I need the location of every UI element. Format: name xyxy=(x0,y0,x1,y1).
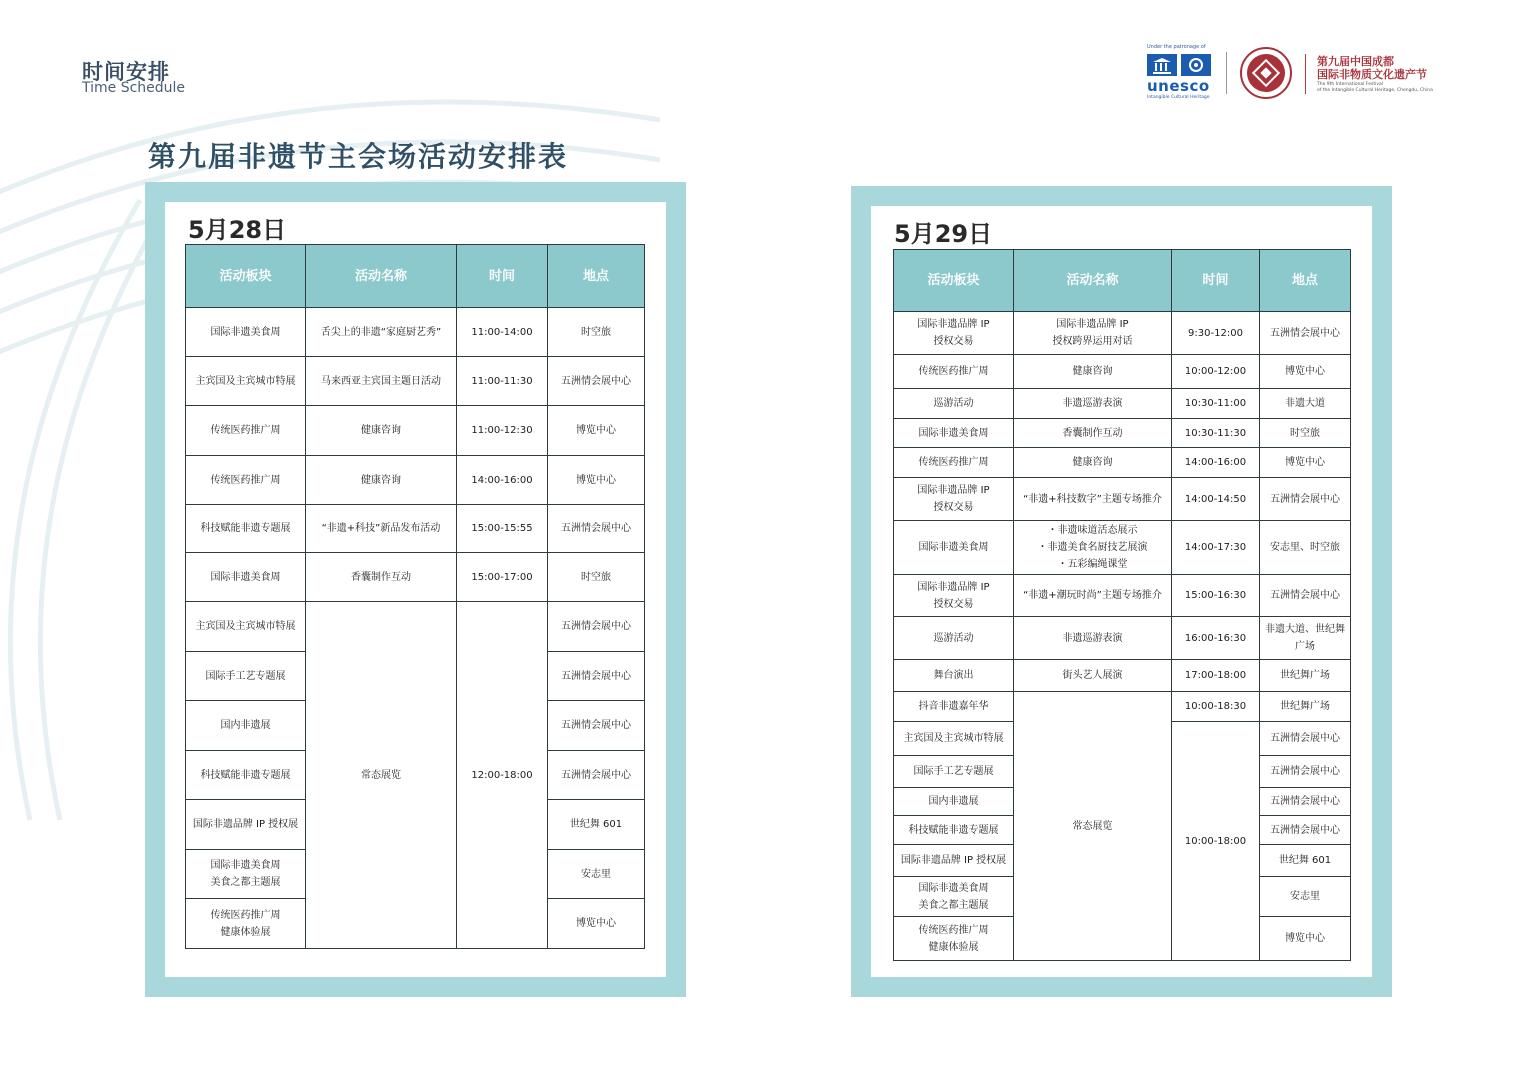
cell-venue xyxy=(548,553,645,602)
cell-section xyxy=(894,312,1014,355)
cell-time xyxy=(1172,617,1260,660)
cell-activity xyxy=(1014,312,1172,355)
cell-section-text: 国际非遗美食周 xyxy=(210,326,281,338)
cell-venue xyxy=(548,308,645,357)
cell-venue-text: 时空旅 xyxy=(1290,427,1320,439)
cell-section-text: 国际非遗品牌 IP 授权交易 xyxy=(917,581,990,610)
cell-activity-text: 健康咨询 xyxy=(1072,366,1113,377)
cell-venue-text: 博览中心 xyxy=(1285,457,1325,468)
table-row xyxy=(894,419,1351,448)
cell-time-text: 14:00-17:30 xyxy=(1184,542,1247,553)
cell-time xyxy=(1172,660,1260,692)
cell-time-text: 10:00-12:00 xyxy=(1184,366,1247,377)
cell-section xyxy=(894,845,1014,877)
cell-activity xyxy=(1014,448,1172,478)
cell-section-text: 国际非遗品牌 IP 授权展 xyxy=(192,819,299,830)
cell-section-text: 科技赋能非遗专题展 xyxy=(908,824,999,836)
cell-time xyxy=(457,406,548,456)
cell-venue-text: 安志里 xyxy=(1290,891,1320,902)
cell-activity xyxy=(1014,575,1172,617)
cell-activity xyxy=(306,406,457,456)
cell-section-text: 国际手工艺专题展 xyxy=(913,766,994,777)
cell-time xyxy=(1172,478,1260,521)
cell-section xyxy=(894,419,1014,448)
cell-venue-text: 时空旅 xyxy=(581,326,611,338)
cell-venue-text: 五洲情会展中心 xyxy=(561,720,631,731)
cell-venue xyxy=(1260,575,1351,617)
cell-time xyxy=(1172,355,1260,389)
cell-venue xyxy=(548,800,645,850)
cell-section-text: 主宾国及主宾城市特展 xyxy=(195,621,296,632)
festival-name-en-line2: of the Intangible Cultural Heritage, Chengdu, China xyxy=(1317,88,1433,93)
cell-section xyxy=(186,553,306,602)
cell-venue-text: 五洲情会展中心 xyxy=(1270,733,1340,744)
cell-time-text: 15:00-16:30 xyxy=(1184,590,1247,601)
cell-venue-text: 时空旅 xyxy=(581,571,611,583)
cell-section xyxy=(894,756,1014,788)
cell-section xyxy=(894,816,1014,845)
cell-venue xyxy=(1260,917,1351,961)
table-row xyxy=(894,478,1351,521)
cell-activity-text: 国际非遗品牌 IP 授权跨界运用对话 xyxy=(1052,319,1133,347)
cell-venue-text: 五洲情会展中心 xyxy=(561,621,631,632)
cell-venue xyxy=(548,505,645,553)
table-row xyxy=(894,692,1351,722)
cell-section-text: 国内非遗展 xyxy=(928,796,979,807)
cell-time xyxy=(1172,575,1260,617)
table-row xyxy=(186,505,645,553)
cell-section xyxy=(186,406,306,456)
table-row xyxy=(894,355,1351,389)
cell-section xyxy=(186,456,306,505)
cell-venue xyxy=(1260,845,1351,877)
cell-venue xyxy=(1260,448,1351,478)
cell-venue-text: 博览中心 xyxy=(1285,366,1325,377)
cell-activity-text: 健康咨询 xyxy=(1072,457,1113,468)
cell-time-text: 11:00-12:30 xyxy=(471,425,533,436)
cell-venue xyxy=(1260,877,1351,917)
header-time: 时间 xyxy=(457,245,548,308)
header-activity: 活动名称 xyxy=(1014,250,1172,312)
cell-section xyxy=(186,505,306,553)
cell-activity-text: “非遗+科技数字”主题专场推介 xyxy=(1023,493,1162,505)
cell-activity xyxy=(306,308,457,357)
cell-time-merged-text: 10:00-18:00 xyxy=(1184,835,1247,847)
cell-section-text: 传统医药推广周 xyxy=(918,457,989,468)
cell-section xyxy=(894,722,1014,756)
cell-activity xyxy=(1014,389,1172,419)
table-row xyxy=(894,521,1351,575)
cell-activity xyxy=(1014,355,1172,389)
cell-venue xyxy=(1260,355,1351,389)
cell-venue-text: 安志里、时空旅 xyxy=(1270,542,1340,553)
cell-venue xyxy=(548,652,645,701)
festival-name-cn-line2: 国际非物质文化遗产节 xyxy=(1317,68,1427,81)
cell-venue xyxy=(548,357,645,406)
cell-activity-text: “非遗+科技”新品发布活动 xyxy=(321,523,441,534)
cell-time xyxy=(1172,389,1260,419)
cell-time-text: 11:00-14:00 xyxy=(471,326,533,338)
table-row xyxy=(894,575,1351,617)
cell-section xyxy=(186,899,306,949)
cell-activity xyxy=(1014,478,1172,521)
cell-activity-merged-text: 常态展览 xyxy=(361,769,401,781)
cell-section-text: 国际非遗品牌 IP 授权交易 xyxy=(917,319,990,347)
cell-venue xyxy=(1260,816,1351,845)
cell-venue-text: 五洲情会展中心 xyxy=(561,670,631,682)
cell-venue xyxy=(548,751,645,800)
cell-section xyxy=(186,701,306,751)
table-header-row xyxy=(894,250,1351,312)
cell-section xyxy=(894,617,1014,660)
cell-activity-text: 健康咨询 xyxy=(361,474,401,486)
cell-time-text: 14:00-14:50 xyxy=(1184,493,1247,505)
cell-venue xyxy=(1260,660,1351,692)
cell-section xyxy=(186,357,306,406)
cell-section xyxy=(186,602,306,652)
cell-section xyxy=(894,448,1014,478)
cell-venue-text: 非遗大道 xyxy=(1285,398,1325,409)
cell-time-text: 10:30-11:30 xyxy=(1184,427,1247,439)
header-time: 时间 xyxy=(1172,250,1260,312)
cell-time-text: 14:00-16:00 xyxy=(471,474,533,486)
cell-venue xyxy=(1260,478,1351,521)
cell-activity xyxy=(306,505,457,553)
cell-venue xyxy=(1260,389,1351,419)
cell-venue-text: 博览中心 xyxy=(576,474,616,486)
cell-venue-text: 五洲情会展中心 xyxy=(1270,824,1340,836)
cell-venue-text: 安志里 xyxy=(581,868,611,880)
cell-section-text: 巡游活动 xyxy=(933,632,974,644)
table-row xyxy=(894,312,1351,355)
day1-title: 5月28日 xyxy=(188,216,287,244)
cell-time-text: 10:30-11:00 xyxy=(1184,398,1247,409)
cell-activity xyxy=(1014,617,1172,660)
header-activity: 活动名称 xyxy=(306,245,457,308)
cell-section-text: 国际手工艺专题展 xyxy=(205,670,286,682)
cell-time xyxy=(457,505,548,553)
cell-venue-text: 五洲情会展中心 xyxy=(1270,327,1340,339)
cell-activity-text: 街头艺人展演 xyxy=(1062,670,1123,681)
cell-activity xyxy=(306,553,457,602)
cell-section-text: 舞台演出 xyxy=(933,670,974,681)
cell-time xyxy=(1172,448,1260,478)
cell-time-text: 16:00-16:30 xyxy=(1184,632,1247,644)
cell-venue xyxy=(1260,756,1351,788)
header-venue: 地点 xyxy=(548,245,645,308)
cell-venue-text: 五洲情会展中心 xyxy=(1270,766,1340,777)
cell-time-text: 14:00-16:00 xyxy=(1184,457,1247,468)
cell-section-text: 传统医药推广周 健康体验展 xyxy=(210,909,281,938)
cell-time-merged xyxy=(1172,722,1260,961)
cell-activity xyxy=(1014,660,1172,692)
cell-section xyxy=(894,389,1014,419)
cell-section xyxy=(186,751,306,800)
cell-time xyxy=(1172,521,1260,575)
cell-venue xyxy=(548,406,645,456)
schedule-table-day1 xyxy=(185,244,645,949)
cell-venue xyxy=(1260,692,1351,722)
cell-time xyxy=(457,553,548,602)
cell-venue xyxy=(548,602,645,652)
cell-time xyxy=(1172,419,1260,448)
cell-venue-text: 五洲情会展中心 xyxy=(561,375,631,387)
cell-time-text: 9:30-12:00 xyxy=(1188,327,1243,339)
cell-section-text: 国际非遗美食周 xyxy=(918,427,989,439)
cell-venue-text: 世纪舞 601 xyxy=(569,819,623,830)
cell-time xyxy=(1172,692,1260,722)
cell-section-text: 国际非遗品牌 IP 授权展 xyxy=(900,855,1007,866)
cell-venue-text: 博览中心 xyxy=(576,918,616,929)
cell-venue-text: 五洲情会展中心 xyxy=(1270,796,1340,807)
cell-section xyxy=(186,800,306,850)
cell-activity-text: ・非遗味道活态展示 ・非遗美食名厨技艺展演 ・五彩编绳课堂 xyxy=(1037,525,1148,570)
header-section: 活动板块 xyxy=(894,250,1014,312)
cell-activity-text: 非遗巡游表演 xyxy=(1062,398,1123,409)
festival-seal-icon xyxy=(1240,47,1292,99)
cell-time xyxy=(457,456,548,505)
table-row xyxy=(894,448,1351,478)
cell-section xyxy=(894,788,1014,816)
cell-section xyxy=(894,355,1014,389)
logo-divider-red xyxy=(1305,54,1306,94)
cell-section xyxy=(186,308,306,357)
cell-venue xyxy=(548,899,645,949)
cell-venue-text: 五洲情会展中心 xyxy=(561,769,631,781)
cell-venue-text: 非遗大道、世纪舞 广场 xyxy=(1265,624,1345,652)
festival-name-cn-line1: 第九届中国成都 xyxy=(1317,55,1394,68)
cell-section xyxy=(894,877,1014,917)
cell-section xyxy=(186,850,306,899)
table-row xyxy=(186,406,645,456)
cell-activity-text: 健康咨询 xyxy=(361,425,401,436)
cell-section-text: 抖音非遗嘉年华 xyxy=(918,701,989,712)
cell-time-text: 17:00-18:00 xyxy=(1184,670,1247,681)
unesco-subtext: Intangible Cultural Heritage xyxy=(1147,95,1210,100)
cell-section xyxy=(894,660,1014,692)
cell-section xyxy=(894,521,1014,575)
cell-venue xyxy=(1260,419,1351,448)
cell-section xyxy=(894,692,1014,722)
table-row xyxy=(894,389,1351,419)
unesco-patronage-text: Under the patronage of xyxy=(1147,44,1206,50)
cell-section-text: 传统医药推广周 xyxy=(210,474,281,486)
cell-time-text: 15:00-15:55 xyxy=(471,523,533,534)
header-section: 活动板块 xyxy=(186,245,306,308)
unesco-emblem-icon xyxy=(1147,54,1211,76)
cell-section-text: 主宾国及主宾城市特展 xyxy=(195,375,296,387)
page-title: 第九届非遗节主会场活动安排表 xyxy=(148,140,569,173)
cell-venue-text: 五洲情会展中心 xyxy=(561,523,631,534)
cell-section-text: 巡游活动 xyxy=(933,398,974,409)
cell-activity xyxy=(1014,419,1172,448)
cell-time xyxy=(1172,312,1260,355)
cell-activity-merged xyxy=(306,602,457,949)
cell-venue xyxy=(1260,312,1351,355)
cell-venue xyxy=(1260,521,1351,575)
cell-section-text: 国际非遗美食周 美食之都主题展 xyxy=(918,882,989,911)
cell-activity-text: 非遗巡游表演 xyxy=(1062,632,1123,644)
cell-venue-text: 博览中心 xyxy=(576,425,616,436)
cell-activity-text: 舌尖上的非遗“家庭厨艺秀” xyxy=(320,326,442,338)
cell-activity xyxy=(306,456,457,505)
cell-venue xyxy=(548,456,645,505)
cell-venue xyxy=(1260,617,1351,660)
cell-time xyxy=(457,308,548,357)
cell-activity-text: 马来西亚主宾国主题日活动 xyxy=(321,375,441,387)
logo-divider xyxy=(1226,52,1227,94)
section-subtitle: Time Schedule xyxy=(82,80,186,96)
section-title: 时间安排 xyxy=(82,60,170,84)
table-header-row xyxy=(186,245,645,308)
table-row xyxy=(186,456,645,505)
festival-name-en-line1: The 9th International Festival xyxy=(1317,82,1384,87)
cell-venue xyxy=(1260,788,1351,816)
cell-activity xyxy=(306,357,457,406)
cell-venue xyxy=(548,701,645,751)
cell-activity-text: “非遗+潮玩时尚”主题专场推介 xyxy=(1023,590,1162,601)
cell-section-text: 主宾国及主宾城市特展 xyxy=(903,733,1004,744)
cell-activity-merged xyxy=(1014,692,1172,961)
cell-section-text: 传统医药推广周 xyxy=(918,366,989,377)
cell-section xyxy=(894,917,1014,961)
table-row xyxy=(894,660,1351,692)
table-row xyxy=(186,553,645,602)
logo-group xyxy=(1147,44,1457,104)
table-row xyxy=(186,602,645,652)
table-row xyxy=(186,357,645,406)
header-venue: 地点 xyxy=(1260,250,1351,312)
cell-venue xyxy=(1260,722,1351,756)
cell-time-text: 10:00-18:30 xyxy=(1184,701,1247,712)
cell-venue-text: 世纪舞广场 xyxy=(1280,670,1330,681)
cell-venue-text: 世纪舞 601 xyxy=(1278,855,1332,866)
cell-activity xyxy=(1014,521,1172,575)
cell-activity-merged-text: 常态展览 xyxy=(1072,820,1113,832)
cell-time-text: 11:00-11:30 xyxy=(471,375,533,387)
table-row xyxy=(186,308,645,357)
cell-time-merged xyxy=(457,602,548,949)
cell-section xyxy=(894,575,1014,617)
cell-venue xyxy=(548,850,645,899)
schedule-table-day2 xyxy=(893,249,1351,961)
cell-activity-text: 香囊制作互动 xyxy=(351,571,411,583)
cell-section-text: 国际非遗美食周 美食之都主题展 xyxy=(210,860,281,888)
cell-venue-text: 五洲情会展中心 xyxy=(1270,493,1340,505)
cell-section-text: 国内非遗展 xyxy=(220,720,271,731)
cell-section-text: 科技赋能非遗专题展 xyxy=(200,523,291,534)
cell-section xyxy=(894,478,1014,521)
cell-section-text: 科技赋能非遗专题展 xyxy=(200,769,291,781)
cell-venue-text: 世纪舞广场 xyxy=(1280,701,1330,712)
cell-time-text: 15:00-17:00 xyxy=(471,571,533,583)
cell-section-text: 传统医药推广周 xyxy=(210,425,281,436)
cell-activity-text: 香囊制作互动 xyxy=(1062,427,1123,439)
cell-section-text: 国际非遗品牌 IP 授权交易 xyxy=(917,485,990,513)
cell-venue-text: 博览中心 xyxy=(1285,933,1325,944)
cell-time xyxy=(457,357,548,406)
cell-section-text: 国际非遗美食周 xyxy=(210,571,281,583)
cell-section-text: 传统医药推广周 健康体验展 xyxy=(918,924,989,953)
unesco-wordmark: unesco xyxy=(1147,77,1210,95)
cell-section xyxy=(186,652,306,701)
cell-time-merged-text: 12:00-18:00 xyxy=(471,769,533,781)
cell-section-text: 国际非遗美食周 xyxy=(918,542,989,553)
day2-title: 5月29日 xyxy=(894,220,993,248)
table-row xyxy=(894,617,1351,660)
cell-venue-text: 五洲情会展中心 xyxy=(1270,590,1340,601)
